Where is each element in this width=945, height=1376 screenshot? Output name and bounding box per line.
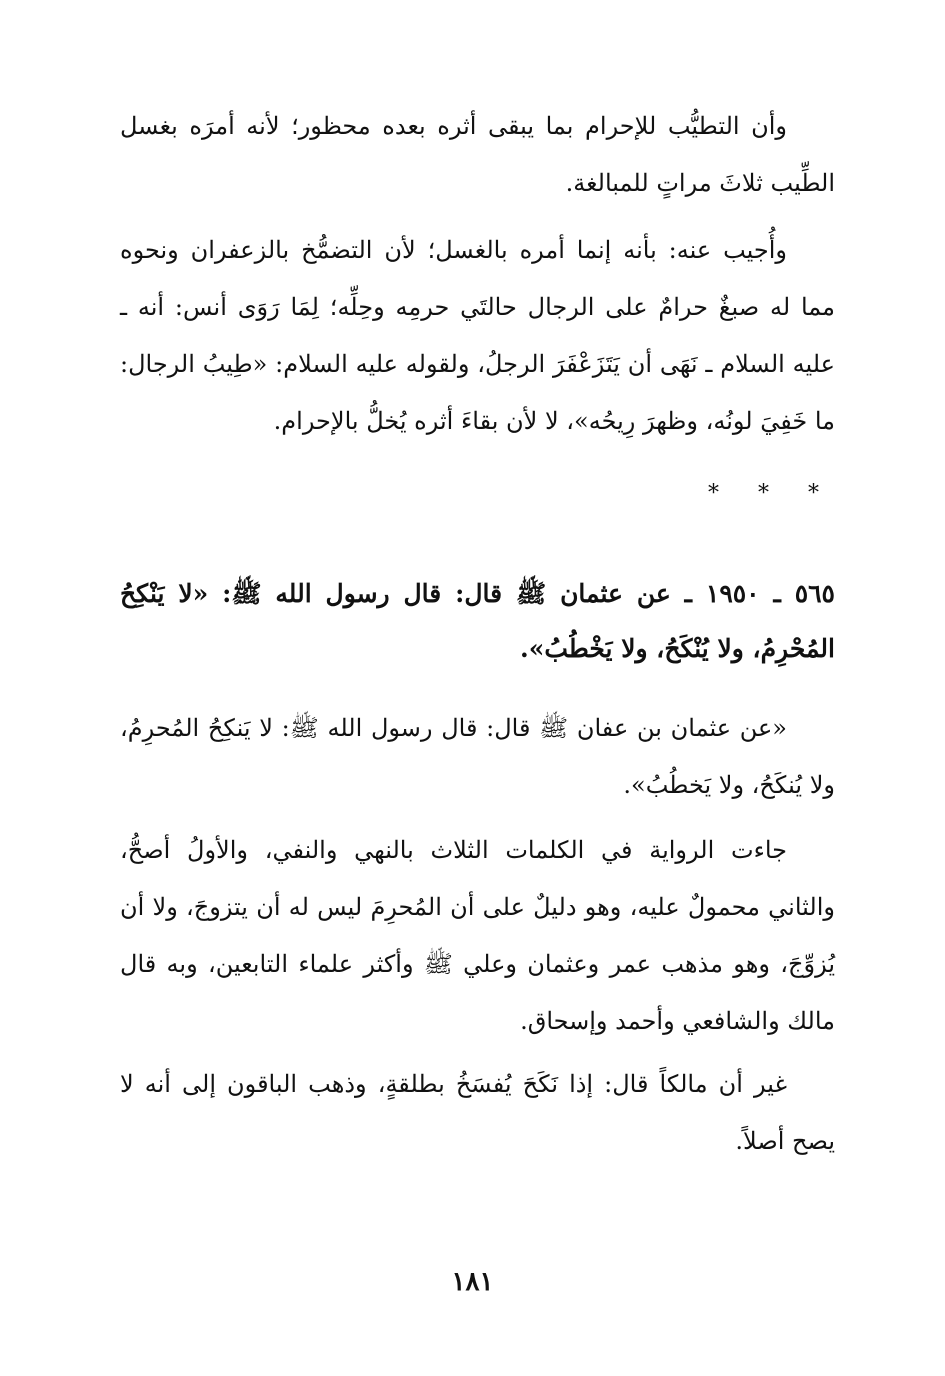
commentary-quote: «عن عثمان بن عفان ﷺ قال: قال رسول الله ﷺ: لا يَنكِحُ المُحرِمُ، ولا يُنكَحُ، ولا يَخطُبُ». — [120, 714, 835, 799]
commentary-ruling: جاءت الرواية في الكلمات الثلاث بالنهي والنفي، والأولُ أصحُّ، والثاني محمولٌ عليه، وهو دليلٌ على أن المُحرِمَ ليس له أن يتزوجَ، ولا أن يُزوِّجَ، وهو مذهب عمر وعثمان وعلي ﷺ وأكثر علماء التابعين، وبه قال مالك والشافعي وأحمد وإسحاق. — [120, 836, 835, 1035]
paragraph-response: وأُجيب عنه: بأنه إنما أمره بالغسل؛ لأن التضمُّخ بالزعفران ونحوه مما له صبغٌ حرامٌ على الرجال حالتَي حرمِه وحِلِّه؛ لِمَا رَوَى أنس: أنه ـ عليه السلام ـ نَهَى أن يَتَزَعْفَرَ الرجلُ، ولقوله عليه السلام: «طِيبُ الرجال: ما خَفِيَ لونُه، وظهرَ رِيحُه»، لا لأن بقاءَ أثره يُخلُّ بالإحرام. — [120, 236, 835, 435]
paragraph-ihram-perfume: وأن التطيُّب للإحرام بما يبقى أثره بعده محظور؛ لأنه أمرَه بغسل الطِّيب ثلاثَ مراتٍ للمبالغة. — [120, 112, 835, 197]
hadith-text: ٥٦٥ ـ ١٩٥٠ ـ عن عثمان ﷺ قال: قال رسول الله ﷺ: «لا يَنْكِحُ المُحْرِمُ، ولا يُنْكَحُ، ولا يَخْطُبُ». — [120, 579, 835, 663]
commentary-malik: غير أن مالكاً قال: إذا نَكَحَ يُفسَخُ بطلقةٍ، وذهب الباقون إلى أنه لا يصح أصلاً. — [120, 1070, 835, 1155]
page-body — [120, 98, 835, 1170]
page-number: ١٨١ — [451, 1267, 494, 1297]
section-separator: * * * — [708, 481, 835, 506]
